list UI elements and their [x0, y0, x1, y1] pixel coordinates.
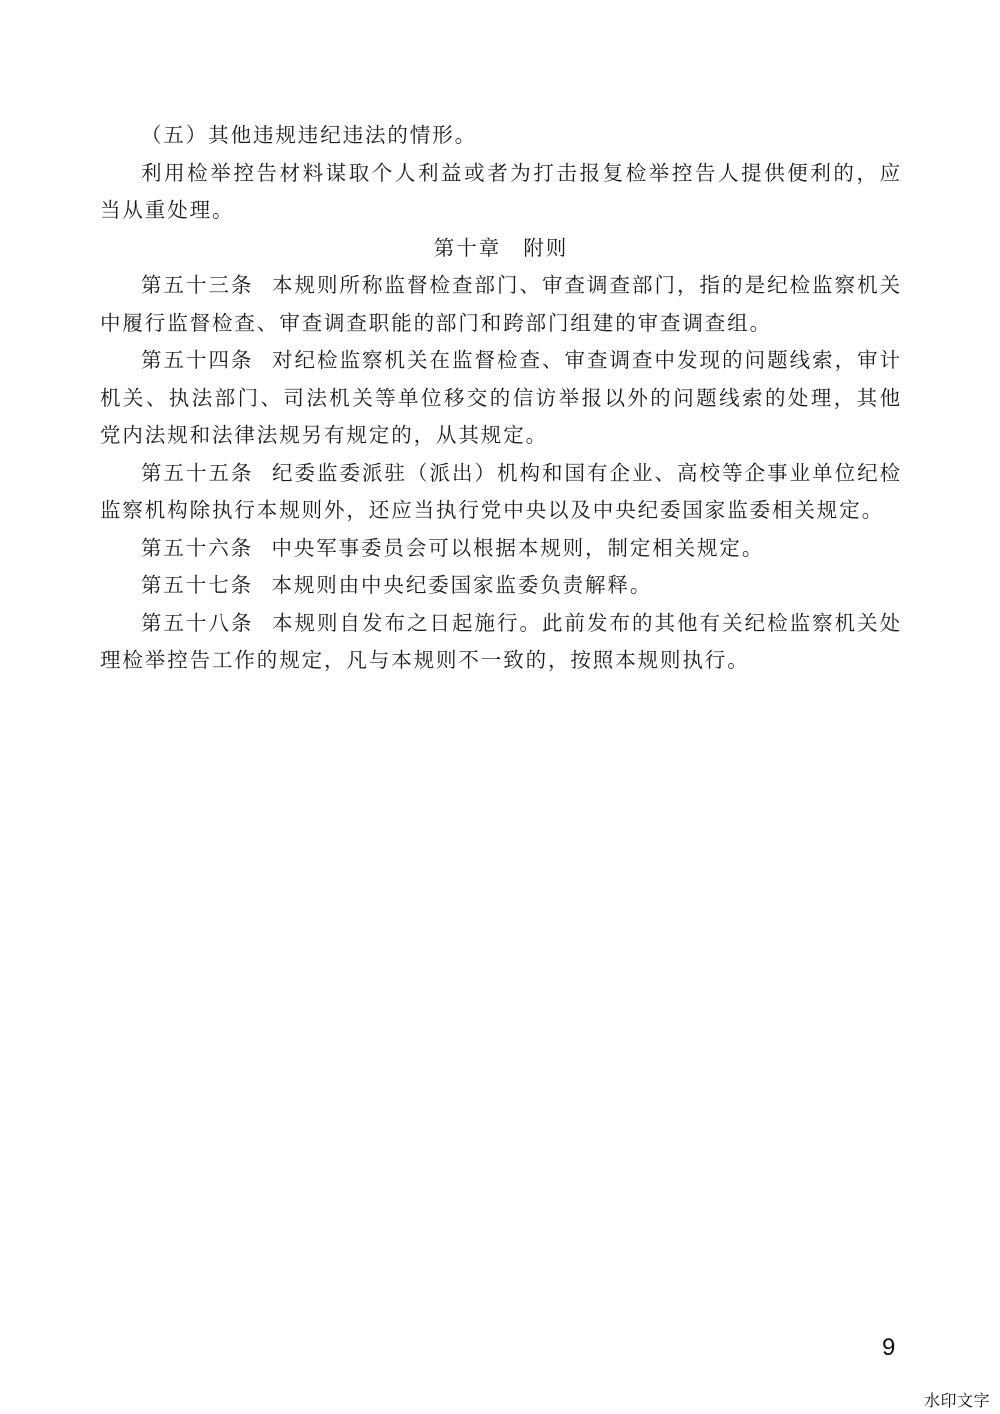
page-number: 9: [882, 1334, 896, 1361]
article-text: 本规则由中央纪委国家监委负责解释。: [271, 573, 653, 597]
article-text: 中央军事委员会可以根据本规则，制定相关规定。: [271, 535, 765, 560]
article-53: [100, 267, 902, 342]
article-55: [100, 455, 902, 530]
article-text: 纪委监委派驻（派出）机构和国有企业、高校等企事业单位纪检监察机构除执行本规则外，还应当执行党中央以及中央纪委国家监委相关规定。: [100, 460, 903, 522]
article-text: 对纪检监察机关在监督检查、审查调查中发现的问题线索，审计机关、执法部门、司法机关等单位移交的信访举报以外的问题线索的处理，其他党内法规和法律法规另有规定的，从其规定。: [100, 348, 903, 447]
article-number: 第五十四条: [141, 348, 254, 372]
chapter-title: 第十章 附则: [433, 235, 569, 260]
article-number: 第五十六条: [141, 535, 253, 560]
watermark-text: 水印文字: [923, 1391, 990, 1410]
paragraph-item-five: （五）其他违规违纪违法的情形。: [141, 123, 477, 147]
article-number: 第五十五条: [141, 460, 254, 485]
article-text: 本规则自发布之日起施行。此前发布的其他有关纪检监察机关处理检举控告工作的规定，凡与本规则不一致的，按照本规则执行。: [100, 610, 903, 672]
paragraph-penalty-note: 利用检举控告材料谋取个人利益或者为打击报复检举控告人提供便利的，应当从重处理。: [100, 160, 902, 222]
article-56: [100, 530, 902, 568]
article-54: [100, 342, 902, 455]
document-body: [100, 117, 902, 680]
article-57: [100, 567, 902, 605]
article-number: 第五十八条: [141, 610, 254, 635]
article-58: [100, 605, 902, 680]
article-text: 本规则所称监督检查部门、审查调查部门，指的是纪检监察机关中履行监督检查、审查调查职能的部门和跨部门组建的审查调查组。: [100, 273, 903, 335]
article-number: 第五十七条: [141, 573, 253, 597]
article-number: 第五十三条: [141, 273, 254, 297]
